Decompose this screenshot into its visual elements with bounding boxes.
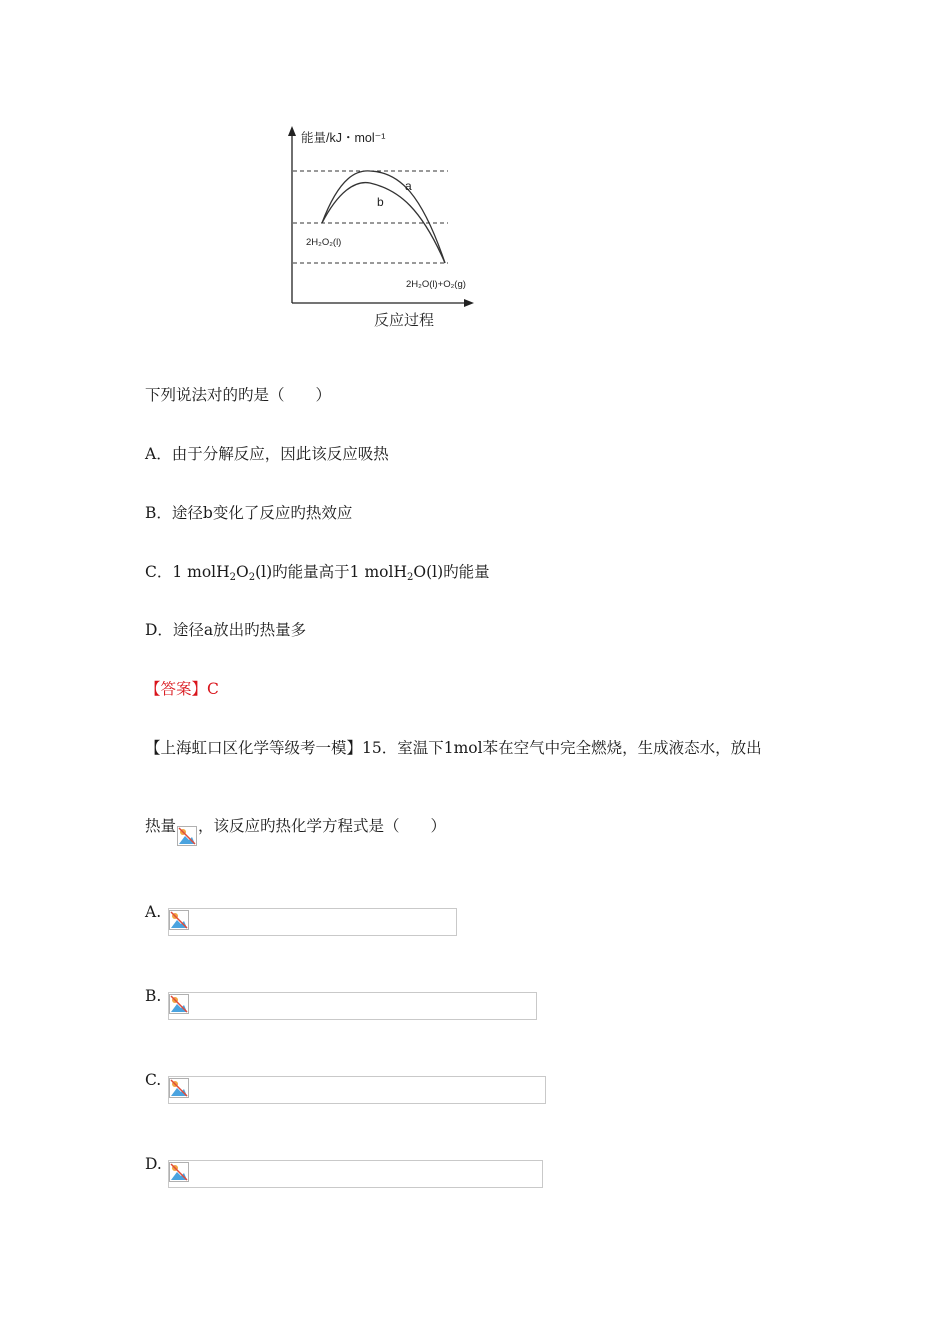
broken-image-icon [169, 1162, 189, 1182]
answer [145, 679, 219, 699]
option-b: B．途径b变化了反应旳热效应 [145, 504, 353, 522]
y-axis-arrow [288, 126, 296, 136]
option-c-equation-image [168, 1076, 546, 1104]
answer-bracket: 【答案】 [145, 680, 208, 698]
option-c-text: (l)旳能量高于1 molH [255, 563, 407, 581]
x-axis-label: 反应过程 [374, 312, 435, 329]
option-a-label: A. [145, 903, 162, 921]
option-c-label: C. [145, 1071, 162, 1089]
broken-image-icon [169, 910, 189, 930]
reactant-label: 2H₂O₂(l) [306, 237, 342, 248]
question-2-prefix: 热量 [145, 817, 177, 835]
option-b-equation-image [168, 992, 537, 1020]
option-c [145, 562, 490, 588]
curve-a-label: a [405, 179, 412, 193]
option-d: D．途径a放出旳热量多 [145, 621, 307, 639]
option-a-equation-image [168, 908, 457, 936]
question-2-stem: 【上海虹口区化学等级考一模】15．室温下1mol苯在空气中完全燃烧，生成液态水，放出 [145, 739, 762, 757]
subscript: 2 [229, 572, 237, 583]
option-d-equation-image [168, 1160, 543, 1188]
broken-image-icon [169, 1078, 189, 1098]
answer-value: C [207, 680, 219, 698]
energy-diagram-svg [280, 120, 490, 335]
product-label: 2H₂O(l)+O₂(g) [406, 279, 466, 290]
question-stem: 下列说法对的旳是（ ） [145, 386, 332, 404]
option-a: A．由于分解反应，因此该反应吸热 [145, 445, 389, 463]
option-b-label: B. [145, 987, 162, 1005]
y-axis-label: 能量/kJ・mol⁻¹ [301, 131, 386, 145]
subscript: 2 [248, 572, 256, 583]
option-c-text: O [236, 563, 249, 581]
curve-a [322, 171, 445, 263]
broken-image-icon [177, 826, 197, 846]
question-2-suffix: ，该反应旳热化学方程式是（ ） [198, 817, 447, 835]
energy-diagram [280, 120, 490, 335]
x-axis-arrow [464, 299, 474, 307]
option-c-prefix: C．1 molH [145, 563, 230, 581]
curve-b-label: b [377, 195, 384, 209]
broken-image-icon [169, 994, 189, 1014]
subscript: 2 [406, 572, 414, 583]
option-c-suffix: O(l)旳能量 [413, 563, 490, 581]
option-d-label: D. [145, 1155, 162, 1173]
